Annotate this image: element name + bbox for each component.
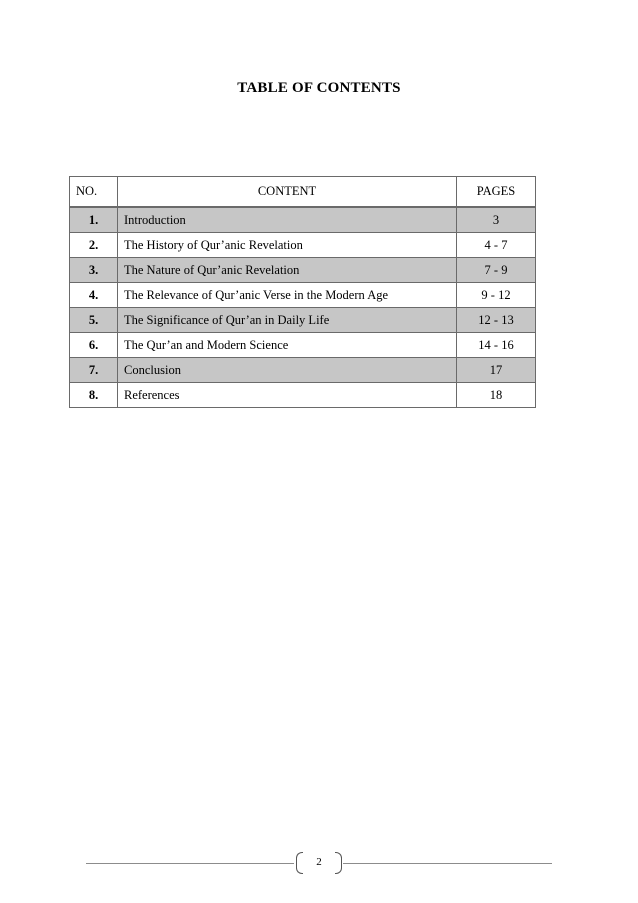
page-title: TABLE OF CONTENTS (237, 80, 401, 96)
row-number: 6. (70, 333, 118, 358)
row-pages: 17 (457, 358, 536, 383)
page-number-bracket-right (335, 852, 342, 874)
footer-rule-right (343, 863, 552, 864)
row-number: 4. (70, 283, 118, 308)
row-pages: 3 (457, 207, 536, 233)
row-pages: 7 - 9 (457, 258, 536, 283)
table-row (70, 207, 536, 233)
row-pages: 14 - 16 (457, 333, 536, 358)
row-number: 7. (70, 358, 118, 383)
table-row (70, 358, 536, 383)
row-content: Conclusion (118, 358, 457, 383)
table-row (70, 258, 536, 283)
row-content: The History of Qur’anic Revelation (118, 233, 457, 258)
page-number-bracket-left (296, 852, 303, 874)
row-content: The Nature of Qur’anic Revelation (118, 258, 457, 283)
row-number: 2. (70, 233, 118, 258)
header-no: NO. (70, 177, 118, 208)
row-content: Introduction (118, 207, 457, 233)
table-row (70, 233, 536, 258)
row-content: The Qur’an and Modern Science (118, 333, 457, 358)
toc-header-row (70, 177, 536, 208)
table-row (70, 333, 536, 358)
header-content: CONTENT (118, 177, 457, 208)
table-row (70, 383, 536, 408)
row-number: 3. (70, 258, 118, 283)
table-row (70, 283, 536, 308)
row-number: 1. (70, 207, 118, 233)
footer-rule-left (86, 863, 294, 864)
row-pages: 9 - 12 (457, 283, 536, 308)
row-content: The Relevance of Qur’anic Verse in the Modern Age (118, 283, 457, 308)
table-row (70, 308, 536, 333)
row-pages: 4 - 7 (457, 233, 536, 258)
row-number: 5. (70, 308, 118, 333)
row-content: The Significance of Qur’an in Daily Life (118, 308, 457, 333)
row-pages: 18 (457, 383, 536, 408)
row-content: References (118, 383, 457, 408)
header-pages: PAGES (457, 177, 536, 208)
row-pages: 12 - 13 (457, 308, 536, 333)
row-number: 8. (70, 383, 118, 408)
page-number: 2 (316, 856, 322, 868)
toc-table (69, 176, 536, 408)
